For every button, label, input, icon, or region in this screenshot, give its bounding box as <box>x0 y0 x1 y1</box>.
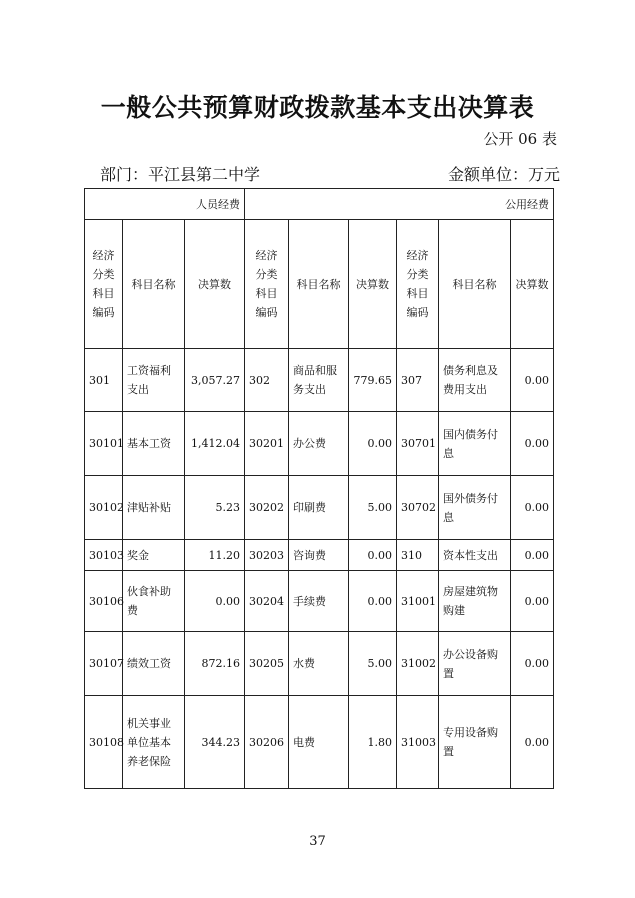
code-cell: 30203 <box>245 540 289 571</box>
table-row <box>85 349 554 412</box>
code-cell: 30108 <box>85 696 123 789</box>
amount-cell: 779.65 <box>349 349 397 412</box>
personnel-group-header: 人员经费 <box>85 189 245 220</box>
name-cell: 印刷费 <box>289 476 349 540</box>
amount-cell: 0.00 <box>511 349 554 412</box>
amount-header: 决算数 <box>511 220 554 349</box>
amount-cell: 0.00 <box>185 571 245 632</box>
table-row <box>85 540 554 571</box>
code-cell: 30206 <box>245 696 289 789</box>
code-cell: 31002 <box>397 632 439 696</box>
amount-header: 决算数 <box>349 220 397 349</box>
code-cell: 30101 <box>85 412 123 476</box>
amount-cell: 344.23 <box>185 696 245 789</box>
unit-label: 金额单位：万元 <box>447 165 560 184</box>
name-header: 科目名称 <box>123 220 185 349</box>
name-cell: 办公费 <box>289 412 349 476</box>
code-header: 经济 分类 科目 编码 <box>245 220 289 349</box>
name-cell: 基本工资 <box>123 412 185 476</box>
amount-cell: 0.00 <box>349 412 397 476</box>
name-cell: 绩效工资 <box>123 632 185 696</box>
department-label: 部门：平江县第二中学 <box>100 165 261 184</box>
name-cell: 国外债务付息 <box>439 476 511 540</box>
amount-cell: 1.80 <box>349 696 397 789</box>
table-row <box>85 696 554 789</box>
code-cell: 31001 <box>397 571 439 632</box>
name-cell: 奖金 <box>123 540 185 571</box>
table-row <box>85 571 554 632</box>
document-title: 一般公共预算财政拨款基本支出决算表 <box>100 93 535 122</box>
code-cell: 30204 <box>245 571 289 632</box>
amount-cell: 0.00 <box>511 476 554 540</box>
name-cell: 国内债务付息 <box>439 412 511 476</box>
page-number: 37 <box>309 834 326 849</box>
amount-cell: 1,412.04 <box>185 412 245 476</box>
name-cell: 办公设备购置 <box>439 632 511 696</box>
amount-cell: 0.00 <box>511 632 554 696</box>
table-row <box>85 412 554 476</box>
code-header: 经济 分类 科目 编码 <box>397 220 439 349</box>
meta-row <box>100 162 560 185</box>
code-cell: 30106 <box>85 571 123 632</box>
expenditure-table <box>84 188 554 789</box>
name-cell: 资本性支出 <box>439 540 511 571</box>
amount-cell: 5.00 <box>349 632 397 696</box>
code-cell: 30102 <box>85 476 123 540</box>
amount-cell: 5.23 <box>185 476 245 540</box>
code-cell: 30201 <box>245 412 289 476</box>
code-cell: 301 <box>85 349 123 412</box>
public-group-header: 公用经费 <box>245 189 554 220</box>
name-cell: 机关事业单位基本养老保险 <box>123 696 185 789</box>
name-cell: 专用设备购置 <box>439 696 511 789</box>
amount-cell: 0.00 <box>349 571 397 632</box>
code-cell: 302 <box>245 349 289 412</box>
amount-cell: 0.00 <box>511 571 554 632</box>
amount-cell: 0.00 <box>511 412 554 476</box>
group-header-row <box>85 189 554 220</box>
amount-cell: 0.00 <box>511 696 554 789</box>
amount-header: 决算数 <box>185 220 245 349</box>
code-cell: 30205 <box>245 632 289 696</box>
code-cell: 310 <box>397 540 439 571</box>
column-header-row <box>85 220 554 349</box>
name-header: 科目名称 <box>439 220 511 349</box>
name-cell: 房屋建筑物购建 <box>439 571 511 632</box>
name-cell: 津贴补贴 <box>123 476 185 540</box>
form-number: 公开 06 表 <box>483 130 557 148</box>
name-cell: 水费 <box>289 632 349 696</box>
code-cell: 30701 <box>397 412 439 476</box>
amount-cell: 872.16 <box>185 632 245 696</box>
code-cell: 30702 <box>397 476 439 540</box>
name-cell: 工资福利支出 <box>123 349 185 412</box>
name-cell: 手续费 <box>289 571 349 632</box>
name-header: 科目名称 <box>289 220 349 349</box>
name-cell: 债务利息及费用支出 <box>439 349 511 412</box>
name-cell: 商品和服务支出 <box>289 349 349 412</box>
code-cell: 30107 <box>85 632 123 696</box>
table-row <box>85 632 554 696</box>
table-row <box>85 476 554 540</box>
amount-cell: 11.20 <box>185 540 245 571</box>
amount-cell: 5.00 <box>349 476 397 540</box>
code-cell: 30202 <box>245 476 289 540</box>
name-cell: 电费 <box>289 696 349 789</box>
amount-cell: 0.00 <box>511 540 554 571</box>
amount-cell: 3,057.27 <box>185 349 245 412</box>
code-cell: 307 <box>397 349 439 412</box>
code-cell: 31003 <box>397 696 439 789</box>
code-header: 经济 分类 科目 编码 <box>85 220 123 349</box>
name-cell: 伙食补助费 <box>123 571 185 632</box>
amount-cell: 0.00 <box>349 540 397 571</box>
code-cell: 30103 <box>85 540 123 571</box>
name-cell: 咨询费 <box>289 540 349 571</box>
